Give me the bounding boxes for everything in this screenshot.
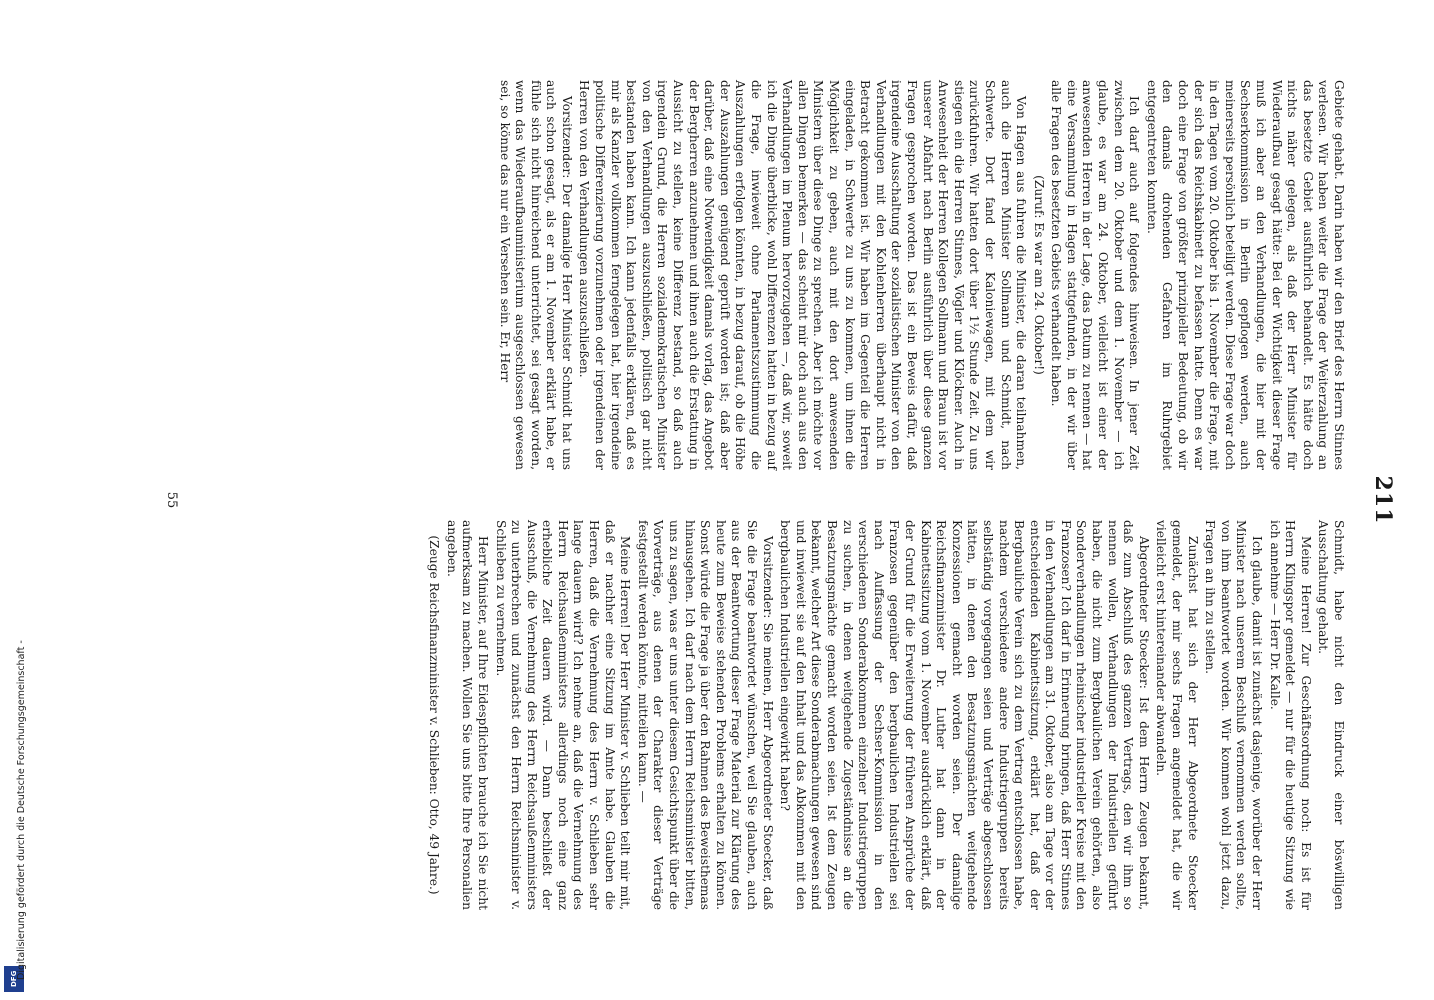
paragraph: Ich darf auch auf folgendes hinweisen. In jener Zeit zwischen dem 20. Oktober und dem 1. November — ich glaube, es war am 24. Oktober, vielleicht ist einer der anwesenden Herren in der Lage, das Datum zu nennen — hat eine Versammlung in Hagen stattgefunden, in der wir über alle Fragen des besetzten Gebiets verhandelt haben. (1049, 80, 1142, 470)
interjection: (Zeuge Reichsfinanzminister v. Schlieben: Otto, 49 Jahre.) (427, 535, 442, 895)
interjection: (Zuruf: Es war am 24. Oktober!) (1031, 175, 1046, 375)
left-text-column (494, 80, 1346, 470)
paragraph: Ich glaube, damit ist zunächst dasjenige, worüber der Herr Minister nach unserem Beschluß vernommen werden sollte, von ihm beantwortet worden. Wir kommen wohl jetzt dazu, Fragen an ihn zu stellen. (1203, 520, 1265, 910)
paragraph: Meine Herren! Zur Geschäftsordnung noch: Es ist für Herrn Klingspor gemeldet — nur für die heutige Sitzung wie ich annehme — Herr Dr. Kalle. (1267, 520, 1313, 910)
right-text-column (424, 520, 1346, 910)
digitization-credit-strip (0, 0, 28, 1000)
digitization-credit: Digitalisierung gefördert durch die Deutsche Forschungsgemeinschaft - (16, 640, 27, 980)
page-number: 211 (1370, 475, 1396, 525)
speaker-paragraph: Abgeordneter Stoecker: Ist dem Herrn Zeugen bekannt, daß zum Abschluß des ganzen Vertrags, den wir ihm so nennen wollen, Verhandlungen der Industriellen geführt haben, die nicht zum Bergbaulichen Verein gehörten, also Sonderverhandlungen rheinischer industrieller Kreise mit den Franzosen? Ich darf in Erinnerung bringen, daß Herr Stinnes in den Verhandlungen am 31. Oktober, also am Tage vor der entscheidenden Kabinettssitzung, erklärt hat, daß der Bergbauliche Verein sich zu dem Vertrag entschlossen habe, nachdem verschiedene andere Industriegruppen bereits selbständig vorgegangen seien und Verträge abgeschlossen hätten, in denen den Besatzungsmächten weitgehende Konzessionen gemacht worden seien. Der damalige Reichsfinanzminister Dr. Luther hat dann in der Kabinettssitzung vom 1. November ausdrücklich erklärt, daß der Grund für die Erweiterung der früheren Ansprüche der Franzosen gegenüber den bergbaulichen Industriellen sei nach Auffassung der Sechser-Kommission in den verschiedenen Sonderabkommen einzelner Industriegruppen zu suchen, in denen weitgehende Zugeständnisse an die Besatzungsmächte gemacht worden seien. Ist dem Zeugen bekannt, welcher Art diese Sonderabmachungen gewesen sind und inwieweit sie auf den Inhalt und das Abkommen mit den bergbaulichen Industriellen eingewirkt haben? (778, 520, 1151, 910)
paragraph: Schmidt, habe nicht den Eindruck einer böswilligen Ausschaltung gehabt. (1316, 520, 1346, 910)
paragraph: Meine Herren! Der Herr Minister v. Schlieben teilt mir mit, daß er nachher eine Sitzung im Amte habe. Glauben die Herren, daß die Vernehmung des Herrn v. Schlieben sehr lange dauern wird? Ich nehme an, daß die Vernehmung des Herrn Reichsaußenministers allerdings noch eine ganz erhebliche Zeit dauern wird. — Dann beschließt der Ausschuß, die Vernehmung des Herrn Reichsaußenministers zu unterbrechen und zunächst den Herrn Reichsminister v. Schlieben zu vernehmen. (493, 520, 633, 910)
paragraph: Gebiete gehabt. Darin haben wir den Brief des Herrn Stinnes verlesen. Wir haben weiter die Frage der Weiterzahlung an das besetzte Gebiet ausführlich behandelt. Es hätte doch nichts näher gelegen, als daß der Herr Minister für Wiederaufbau gesagt hätte: Bei der Wichtigkeit dieser Frage muß ich aber an den Verhandlungen, die hier mit der Sechserkommission in Berlin gepflogen werden, auch meinerseits persönlich beteiligt werden. Diese Frage war doch in den Tagen vom 20. Oktober bis 1. November die Frage, mit der sich das Reichskabinett zu befassen hatte. Denn es war doch eine Frage von größter prinzipieller Bedeutung, ob wir den damals drohenden Gefahren im Ruhrgebiet entgegentreten konnten. (1144, 80, 1346, 470)
speaker-paragraph: Vorsitzender: Der damalige Herr Minister Schmidt hat uns auch schon gesagt, als er am 1. November erklärt habe, er fühle sich nicht hinreichend unterrichtet, sei gesagt worden, wenn das Wiederaufbauministerium ausgeschlossen gewesen sei, so könne das nur ein Versehen sein. Er, Herr (497, 80, 574, 470)
sheet-number: 55 (164, 491, 179, 509)
dfg-logo: DFG (4, 966, 24, 992)
speaker-paragraph: Vorsitzender: Sie meinen, Herr Abgeordneter Stoecker, daß Sie die Frage beantwortet wünschen, weil Sie glauben, auch aus der Beantwortung dieser Frage Material zur Klärung des heute zum Beweise stehenden Problems erhalten zu können. Sonst würde die Frage ja über den Rahmen des Beweisthemas hinausgehen. Ich darf nach dem Herrn Reichsminister bitten, uns zu sagen, was er uns unter diesem Gesichtspunkt über die Vorverträge, aus denen der Charakter dieser Verträge festgestellt werden könnte, mitteilen kann. — (635, 520, 775, 910)
paragraph: Herr Minister, auf Ihre Eidespflichten brauche ich Sie nicht aufmerksam zu machen. Wollen Sie uns bitte Ihre Personalien angeben. (444, 520, 490, 910)
paragraph: Von Hagen aus fuhren die Minister, die daran teilnahmen, auch die Herren Minister Sollmann und Schmidt, nach Schwerte. Dort fand der Kaloniewagen, mit dem wir zurückfuhren. Wir hatten dort über 1½ Stunde Zeit. Zu uns stiegen ein die Herren Stinnes, Vögler und Klöckner. Auch in Anwesenheit der Herren Kollegen Sollmann und Braun ist vor unserer Abfahrt nach Berlin ausführlich über diese ganzen Fragen gesprochen worden. Das ist ein Beweis dafür, daß irgendeine Ausschaltung der sozialistischen Minister von den Verhandlungen mit den Kohlenherren überhaupt nicht in Betracht gekommen ist. Wir haben im Gegenteil die Herren eingeladen, in Schwerte zu uns zu kommen, um ihnen die Möglichkeit zu geben, auch mit den dort anwesenden Ministern über diese Dinge zu sprechen. Aber ich möchte vor allen Dingen bemerken — das scheint mir doch auch aus den Verhandlungen im Plenum hervorzugehen —, daß wir, soweit ich die Dinge überblicke, wohl Differenzen hatten in bezug auf die Frage, inwieweit ohne Parlamentszustimmung die Auszahlungen erfolgen könnten, in bezug darauf, ob die Höhe der Auszahlungen genügend geprüft worden ist; daß aber darüber, daß eine Notwendigkeit damals vorlag, das Angebot der Bergherren anzunehmen und ihnen auch die Erstattung in Aussicht zu stellen, keine Differenz bestand, so daß auch irgendein Grund, die Herren sozialdemokratischen Minister von den Verhandlungen auszuschließen, politisch gar nicht bestanden haben kann. Ich kann jedenfalls erklären, daß es mir als Kanzler vollkommen ferngelegen hat, hier irgendeine politische Differenzierung vorzunehmen oder irgendeinen der Herren von den Verhandlungen auszuschließen. (577, 80, 1029, 470)
paragraph: Zunächst hat sich der Herr Abgeordnete Stoecker gemeldet, der mir sechs Fragen angemeldet hat, die wir vielleicht erst hintereinander abwandeln. (1154, 520, 1200, 910)
